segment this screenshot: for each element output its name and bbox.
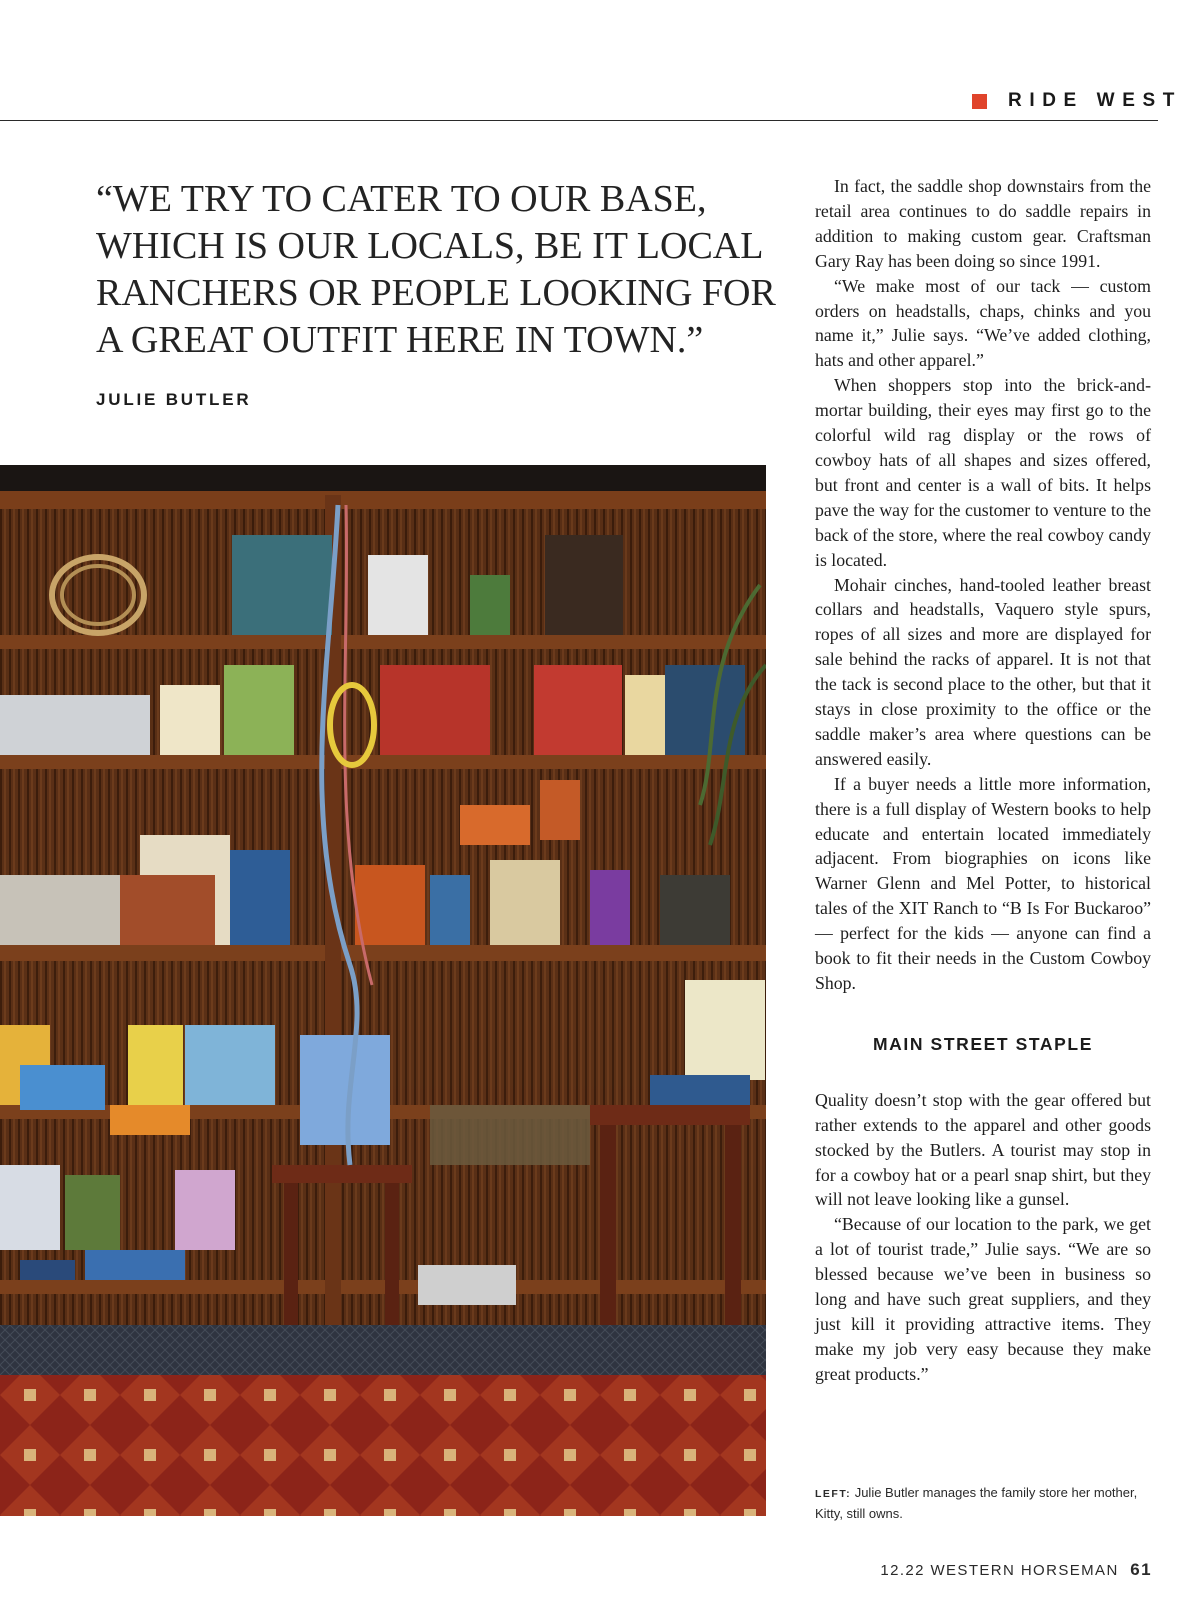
photo-caption <box>815 1483 1155 1523</box>
article-paragraph: “Because of our location to the park, we get a lot of tourist trade,” Julie says. “We are so blessed because we’ve been in business so long and have such great suppliers, and they just kill it providing attractive items. They make my job very easy because they make great products.” <box>815 1214 1151 1384</box>
section-label: RIDE WEST <box>1008 90 1182 111</box>
article-body <box>815 174 1151 1387</box>
pull-quote: “WE TRY TO CATER TO OUR BASE, WHICH IS OUR LOCALS, BE IT LOCAL RANCHERS OR PEOPLE LOOKING FOR A GREAT OUTFIT HERE IN TOWN.” <box>96 178 776 361</box>
article-paragraph: Mohair cinches, hand-tooled leather breast collars and headstalls, Vaquero style spurs, ropes of all sizes and more are displayed for sale behind the racks of apparel. It is not that the tack is second place to the other, but that it stays in close proximity to the office or the saddle maker’s area where questions can be answered easily. <box>815 574 1151 769</box>
magazine-name: WESTERN HORSEMAN <box>930 1562 1119 1579</box>
article-paragraph: In fact, the saddle shop downstairs from the retail area continues to do saddle repairs in addition to making custom gear. Craftsman Gary Ray has been doing so since 1991. <box>815 176 1151 271</box>
page-number: 61 <box>1130 1560 1152 1579</box>
article-paragraph: If a buyer needs a little more information, there is a full display of Western books to help educate and entertain located immediately adjacent. From biographies on icons like Warner Glenn and Mel Potter, to historical tales of the XIT Ranch to “B Is For Buckaroo” — perfect for the kids — anyone can find a book to fit their needs in the Custom Cowboy Shop. <box>815 773 1151 993</box>
section-subhead: MAIN STREET STAPLE <box>872 1033 1093 1054</box>
bookstore-shelves-photo <box>0 465 766 1516</box>
page-folio <box>880 1560 1152 1580</box>
article-paragraph: When shoppers stop into the brick-and-mortar building, their eyes may first go to the colorful wild rag display or the rows of cowboy hats of all shapes and sizes offered, but front and center is a wall of bits. It helps pave the way for the customer to venture to the back of the store, where the real cowboy candy is located. <box>815 375 1151 570</box>
article-paragraph: “We make most of our tack — custom orders on headstalls, chaps, chinks and you name it,” Julie says. “We’ve added clothing, hats and other apparel.” <box>815 275 1151 371</box>
section-color-marker <box>972 94 987 109</box>
article-paragraph: Quality doesn’t stop with the gear offered but rather extends to the apparel and other goods stocked by the Butlers. A tourist may stop in for a cowboy hat or a pearl snap shirt, but they will not leave looking like a gunsel. <box>815 1089 1151 1210</box>
pull-quote-attribution: JULIE BUTLER <box>96 390 252 409</box>
caption-label: LEFT: <box>815 1488 852 1500</box>
header-rule <box>0 120 1158 121</box>
issue-date: 12.22 <box>880 1562 925 1579</box>
caption-text: Julie Butler manages the family store her mother, Kitty, still owns. <box>815 1485 1138 1521</box>
